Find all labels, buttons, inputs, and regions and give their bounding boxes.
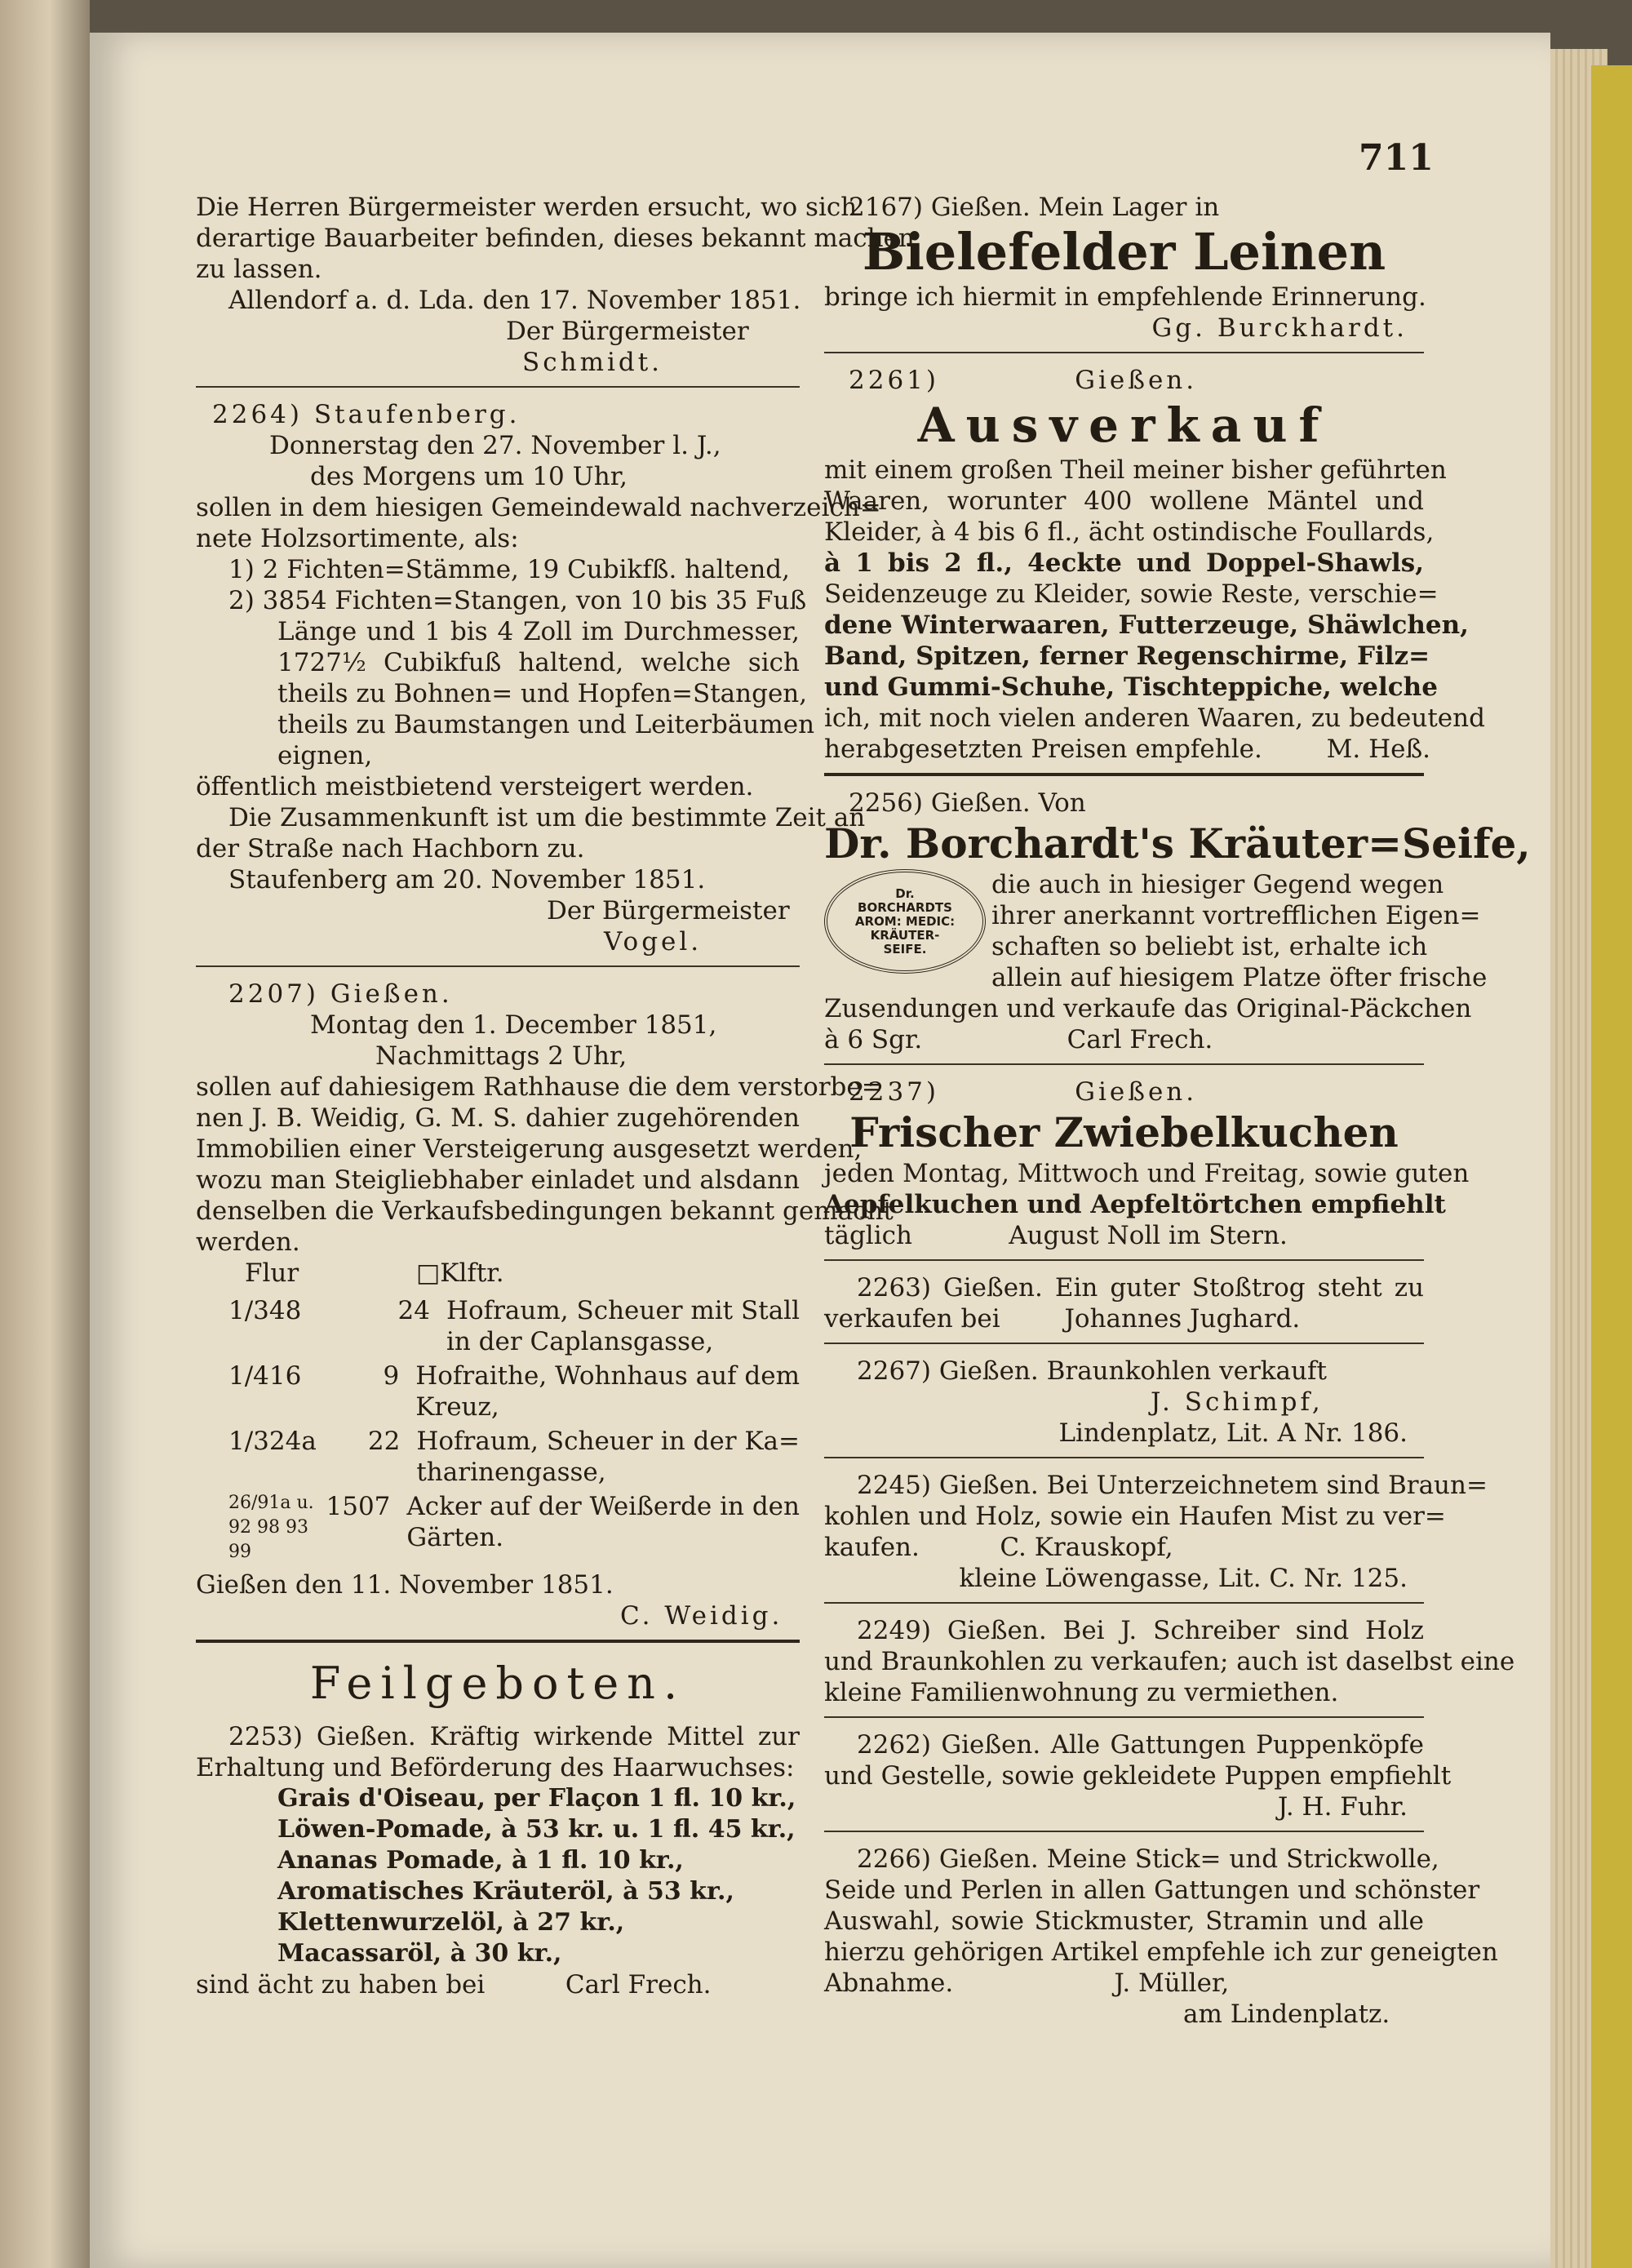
flur-number: 26/91a u. 92 98 93 99 bbox=[228, 1493, 314, 1562]
soap-seal-logo bbox=[824, 869, 986, 974]
text-line: Allendorf a. d. Lda. den 17. November 1851. bbox=[228, 286, 801, 315]
divider bbox=[196, 1640, 800, 1643]
klafter-header: □Klftr. bbox=[416, 1258, 504, 1288]
display-headline: Ausverkauf bbox=[917, 397, 1331, 453]
text-line: und Gummi-Schuhe, Tischteppiche, welche bbox=[824, 672, 1438, 702]
notice-2262 bbox=[824, 1729, 1452, 1822]
text-line: Hofraum, Scheuer mit Stall bbox=[446, 1296, 800, 1325]
text-line: ich, mit noch vielen anderen Waaren, zu bedeutend bbox=[824, 703, 1485, 733]
text-line: à 1 bis 2 fl., 4eckte und Doppel-Shawls, bbox=[824, 548, 1424, 578]
divider bbox=[824, 1063, 1424, 1065]
notice-2167 bbox=[824, 192, 1424, 344]
notice-2237 bbox=[824, 1076, 1470, 1251]
klafter-value: 24 bbox=[397, 1296, 430, 1325]
right-column bbox=[824, 192, 1531, 2038]
text-line: hierzu gehörigen Artikel empfehle ich zur geneigten bbox=[824, 1937, 1498, 1967]
divider bbox=[824, 1457, 1424, 1458]
divider bbox=[824, 1343, 1424, 1344]
text-line: Band, Spitzen, ferner Regenschirme, Filz= bbox=[824, 641, 1430, 671]
text-line: kleine Löwengasse, Lit. C. Nr. 125. bbox=[959, 1564, 1408, 1593]
divider bbox=[824, 1602, 1424, 1604]
seal-text: BORCHARDTS bbox=[858, 899, 952, 915]
notice-header: 2261) Gießen. bbox=[849, 366, 1198, 395]
flur-row bbox=[196, 1360, 800, 1422]
flur-number: 1/348 bbox=[228, 1296, 302, 1325]
notice-header: 2267) Gießen. Braunkohlen verkauft bbox=[857, 1356, 1327, 1386]
notice-2256 bbox=[824, 788, 1531, 1055]
text-line: theils zu Baumstangen und Leiterbäumen bbox=[277, 710, 815, 739]
notice-2253 bbox=[196, 1721, 800, 2000]
text-line: tharinengasse, bbox=[416, 1458, 606, 1487]
text-line: die auch in hiesiger Gegend wegen bbox=[991, 870, 1444, 899]
product-line: Macassaröl, à 30 kr., bbox=[277, 1939, 562, 1968]
seal-text: AROM: MEDIC: bbox=[854, 913, 956, 929]
seal-text: KRÄUTER- bbox=[870, 927, 940, 943]
notice-2263 bbox=[824, 1272, 1424, 1334]
divider bbox=[824, 773, 1424, 776]
text-line: in der Caplansgasse, bbox=[446, 1327, 714, 1356]
text-line: Die Herren Bürgermeister werden ersucht, wo sich bbox=[196, 193, 858, 222]
divider bbox=[824, 1716, 1424, 1718]
text-line: Montag den 1. December 1851, bbox=[310, 1010, 717, 1040]
text-line: Donnerstag den 27. November l. J., bbox=[269, 431, 721, 460]
klafter-value: 22 bbox=[367, 1427, 401, 1456]
text-line: ihrer anerkannt vortrefflichen Eigen= bbox=[991, 901, 1481, 930]
notice-header: 2264) Staufenberg. bbox=[212, 400, 521, 429]
notice-header: 2237) Gießen. bbox=[849, 1077, 1198, 1107]
text-line: mit einem großen Theil meiner bisher geführten bbox=[824, 455, 1447, 485]
text-line: des Morgens um 10 Uhr, bbox=[310, 462, 628, 491]
text-line: zu lassen. bbox=[196, 255, 322, 284]
text-line: bringe ich hiermit in empfehlende Erinnerung. bbox=[824, 282, 1426, 312]
text-line: nen J. B. Weidig, G. M. S. dahier zugehörenden bbox=[196, 1103, 800, 1133]
text-line: öffentlich meistbietend versteigert werden. bbox=[196, 772, 754, 801]
notice-2266 bbox=[824, 1844, 1498, 2030]
signature: C. Weidig. bbox=[620, 1601, 783, 1631]
notice-header: 2253) Gießen. Kräftig wirkende Mittel zur bbox=[228, 1722, 800, 1751]
notice-header: 2207) Gießen. bbox=[228, 979, 453, 1009]
display-headline: Dr. Borchardt's Kräuter=Seife, bbox=[824, 819, 1531, 868]
text-line: Seide und Perlen in allen Gattungen und schönster bbox=[824, 1875, 1480, 1905]
text-line: Kleider, à 4 bis 6 fl., ächt ostindische Foullards, bbox=[824, 517, 1435, 547]
text-line: 2) 3854 Fichten=Stangen, von 10 bis 35 Fuß bbox=[228, 586, 807, 615]
flur-number: 1/324a bbox=[228, 1427, 317, 1456]
product-line: Klettenwurzelöl, à 27 kr., bbox=[277, 1908, 625, 1937]
notice-2245 bbox=[824, 1470, 1488, 1594]
text-line: und Braunkohlen zu verkaufen; auch ist daselbst eine bbox=[824, 1647, 1515, 1676]
text-line: Die Zusammenkunft ist um die bestimmte Zeit an bbox=[228, 803, 866, 832]
text-line: kohlen und Holz, sowie ein Haufen Mist zu ver= bbox=[824, 1502, 1446, 1531]
text-line: Immobilien einer Versteigerung ausgesetzt werden, bbox=[196, 1134, 863, 1164]
text-line: Auswahl, sowie Stickmuster, Stramin und alle bbox=[824, 1906, 1424, 1936]
divider bbox=[196, 386, 800, 388]
text-line: Hofraithe, Wohnhaus auf dem bbox=[415, 1361, 800, 1391]
flur-row bbox=[196, 1491, 800, 1565]
klafter-value: 9 bbox=[383, 1361, 400, 1391]
seal-text: Dr. bbox=[895, 885, 915, 901]
section-heading-feilgeboten: Feilgeboten. bbox=[309, 1658, 686, 1709]
text-line: Seidenzeuge zu Kleider, sowie Reste, verschie= bbox=[824, 579, 1439, 609]
text-line: Hofraum, Scheuer in der Ka= bbox=[416, 1427, 800, 1456]
flur-header: Flur bbox=[245, 1258, 299, 1288]
text-line: dene Winterwaaren, Futterzeuge, Shäwlchen, bbox=[824, 610, 1469, 640]
notice-header: 2256) Gießen. Von bbox=[849, 788, 1086, 818]
notice-allendorf bbox=[196, 192, 915, 378]
signature: Gg. Burckhardt. bbox=[1151, 313, 1408, 343]
text-line: Länge und 1 bis 4 Zoll im Durchmesser, bbox=[277, 617, 800, 646]
text-line: sind ächt zu haben bei Carl Frech. bbox=[196, 1970, 712, 1999]
divider bbox=[824, 1831, 1424, 1832]
text-line: nete Holzsortimente, als: bbox=[196, 524, 519, 553]
text-line: Der Bürgermeister bbox=[506, 317, 749, 346]
text-line: schaften so beliebt ist, erhalte ich bbox=[991, 932, 1428, 961]
text-line: am Lindenplatz. bbox=[1183, 1999, 1390, 2029]
text-line: kleine Familienwohnung zu vermiethen. bbox=[824, 1678, 1339, 1707]
notice-2261 bbox=[824, 365, 1485, 765]
signature: Vogel. bbox=[604, 927, 703, 956]
previous-page-edge bbox=[0, 0, 90, 2268]
text-line: allein auf hiesigem Platze öfter frische bbox=[991, 963, 1488, 992]
text-line: Aepfelkuchen und Aepfeltörtchen empfiehlt bbox=[824, 1190, 1446, 1219]
text-line: herabgesetzten Preisen empfehle. M. Heß. bbox=[824, 735, 1431, 764]
text-line: theils zu Bohnen= und Hopfen=Stangen, bbox=[277, 679, 808, 708]
notice-header: 2167) Gießen. Mein Lager in bbox=[849, 193, 1220, 222]
product-line: Aromatisches Kräuteröl, à 53 kr., bbox=[277, 1877, 734, 1906]
text-line: Gärten. bbox=[406, 1523, 504, 1552]
text-line: Der Bürgermeister bbox=[547, 896, 790, 925]
display-headline: Frischer Zwiebelkuchen bbox=[849, 1108, 1399, 1156]
text-line: Gießen den 11. November 1851. bbox=[196, 1570, 614, 1600]
text-line: Acker auf der Weißerde in den bbox=[406, 1492, 800, 1521]
text-line: 1) 2 Fichten=Stämme, 19 Cubikfß. haltend, bbox=[228, 555, 791, 584]
klafter-value: 1507 bbox=[326, 1492, 391, 1521]
text-line: sollen in dem hiesigen Gemeindewald nachverzeich= bbox=[196, 493, 881, 522]
text-line: Staufenberg am 20. November 1851. bbox=[228, 865, 706, 894]
text-line: Zusendungen und verkaufe das Original-Päckchen bbox=[824, 994, 1472, 1023]
text-line: Waaren, worunter 400 wollene Mäntel und bbox=[824, 486, 1424, 516]
seal-text: SEIFE. bbox=[883, 941, 927, 956]
notice-2267 bbox=[824, 1356, 1424, 1449]
text-line: Erhaltung und Beförderung des Haarwuchses: bbox=[196, 1753, 795, 1782]
text-line: derartige Bauarbeiter befinden, dieses bekannt machen bbox=[196, 224, 915, 253]
text-line: werden. bbox=[196, 1227, 300, 1257]
product-line: Ananas Pomade, à 1 fl. 10 kr., bbox=[277, 1846, 684, 1875]
notice-header: 2263) Gießen. Ein guter Stoßtrog steht zu bbox=[857, 1273, 1424, 1303]
text-line: kaufen. C. Krauskopf, bbox=[824, 1533, 1173, 1562]
text-line: wozu man Steigliebhaber einladet und alsdann bbox=[196, 1165, 800, 1195]
signature: Schmidt. bbox=[522, 348, 663, 377]
divider bbox=[196, 965, 800, 967]
flur-number: 1/416 bbox=[228, 1361, 302, 1391]
text-line: Lindenplatz, Lit. A Nr. 186. bbox=[1058, 1418, 1408, 1448]
flur-row bbox=[196, 1295, 800, 1357]
notice-2264 bbox=[196, 399, 881, 957]
product-line: Grais d'Oiseau, per Flaçon 1 fl. 10 kr., bbox=[277, 1784, 796, 1813]
text-line: verkaufen bei Johannes Jughard. bbox=[824, 1304, 1301, 1334]
text-line: sollen auf dahiesigem Rathhause die dem verstorbe= bbox=[196, 1072, 883, 1102]
notice-2249 bbox=[824, 1615, 1515, 1708]
notice-header: 2249) Gießen. Bei J. Schreiber sind Holz bbox=[857, 1616, 1424, 1645]
book-cover-edge bbox=[1591, 65, 1632, 2268]
text-line: täglich August Noll im Stern. bbox=[824, 1221, 1288, 1250]
text-line: Abnahme. J. Müller, bbox=[824, 1968, 1230, 1998]
display-headline: Bielefelder Leinen bbox=[862, 222, 1386, 282]
text-line: und Gestelle, sowie gekleidete Puppen empfiehlt bbox=[824, 1761, 1452, 1791]
notice-header: 2245) Gießen. Bei Unterzeichnetem sind Braun= bbox=[857, 1471, 1488, 1500]
text-line: eignen, bbox=[277, 741, 373, 770]
text-line: der Straße nach Hachborn zu. bbox=[196, 834, 585, 863]
flur-table-header bbox=[196, 1258, 800, 1289]
text-line: à 6 Sgr. Carl Frech. bbox=[824, 1025, 1213, 1054]
text-line: jeden Montag, Mittwoch und Freitag, sowie guten bbox=[824, 1159, 1470, 1188]
flur-row bbox=[196, 1426, 800, 1488]
notice-header: 2262) Gießen. Alle Gattungen Puppenköpfe bbox=[857, 1730, 1424, 1760]
signature: J. Schimpf, bbox=[1151, 1387, 1324, 1417]
notice-header: 2266) Gießen. Meine Stick= und Strickwolle, bbox=[857, 1844, 1439, 1874]
product-line: Löwen-Pomade, à 53 kr. u. 1 fl. 45 kr., bbox=[277, 1815, 796, 1844]
text-line: Nachmittags 2 Uhr, bbox=[375, 1041, 628, 1071]
notice-2207 bbox=[196, 979, 894, 1631]
page-number: 711 bbox=[1359, 137, 1434, 179]
divider bbox=[824, 1259, 1424, 1261]
divider bbox=[824, 352, 1424, 353]
text-line: denselben die Verkaufsbedingungen bekannt gemacht bbox=[196, 1196, 894, 1226]
text-line: Kreuz, bbox=[415, 1392, 499, 1422]
signature: J. H. Fuhr. bbox=[1277, 1792, 1408, 1822]
text-line: 1727½ Cubikfuß haltend, welche sich bbox=[277, 648, 800, 677]
